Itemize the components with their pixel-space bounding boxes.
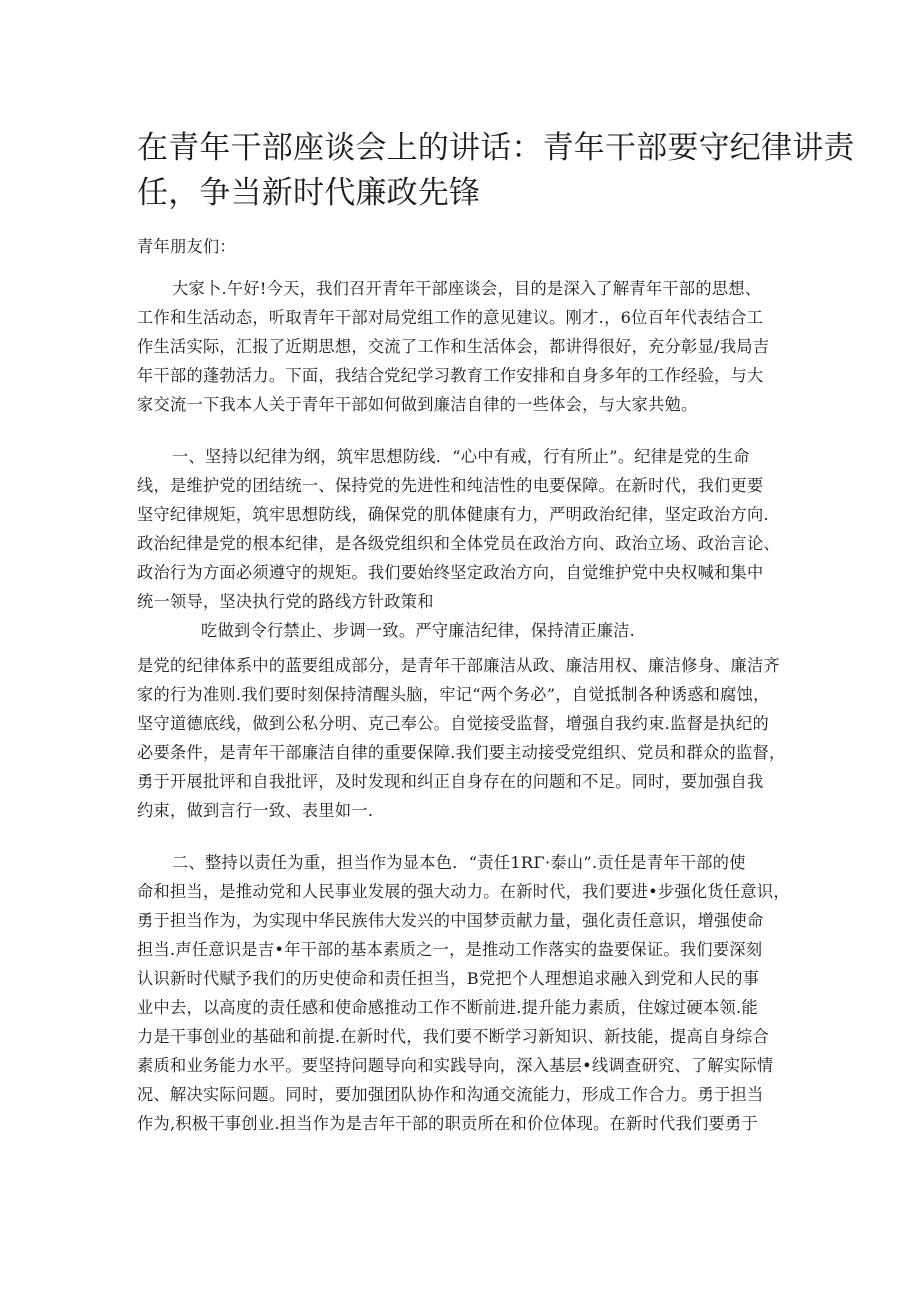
paragraph-line: 素质和业务能力水平。要坚持问题导向和实践导向，深入基层•线调查研究、了解实际情 bbox=[137, 1056, 774, 1075]
paragraph-discipline-continued bbox=[137, 651, 797, 825]
paragraph-line: 担当.声任意识是吉•年干部的基本素质之一，是推动工作落实的盎要保证。我们要深刻 bbox=[137, 940, 763, 959]
paragraph-line: 作生活实际，汇报了近期思想，交流了工作和生活体会，都讲得很好，充分彰显/我局吉 bbox=[137, 337, 770, 356]
paragraph-line: 工作和生活动态，听取青年干部对局党组工作的意见建议。刚才.，6位百年代表结合工 bbox=[137, 308, 764, 327]
paragraph-line: 业中去，以高度的责任感和使命感推动工作不断前进.提升能力素质，住嫁过硬本领.能 bbox=[137, 998, 758, 1017]
paragraph-line: 一、坚持以纪律为纲，筑牢思想防线．“心中有戒，行有所止”。纪律是党的生命 bbox=[172, 447, 750, 466]
paragraph-line: 家的行为准则.我们要时刻保持清醒头脑，牢记“两个务必”，自觉抵制各种诱惑和腐蚀， bbox=[137, 685, 770, 704]
paragraph-line: 政治行为方面必须遵守的规矩。我们要始终坚定政治方向，自觉维护党中央权喊和集中 bbox=[137, 563, 764, 582]
title-line-1: 在青年干部座谈会上的讲话：青年干部要守纪律讲责 bbox=[137, 130, 855, 166]
paragraph-line: 统一领导，坚决执行党的路线方针政策和 bbox=[137, 592, 434, 611]
paragraph-line: 吃做到令行禁止、步调一致。严守廉洁纪律，保持清正廉洁. bbox=[201, 621, 636, 640]
title-line-2: 任，争当新时代廉政先锋 bbox=[137, 175, 481, 211]
paragraph-line: 线，是维护党的团结统一、保持党的先进性和纯洁性的电要保障。在新时代，我们更要 bbox=[137, 476, 764, 495]
paragraph-line: 必要条件，是青年干部廉洁自律的重要保障.我们要主动接受党组织、党员和群众的监督， bbox=[137, 743, 786, 762]
paragraph-line: 约束，做到言行一致、表里如一. bbox=[137, 801, 374, 820]
paragraph-line: 家交流一下我本人关于青年干部如何做到廉洁自律的一些体会，与大家共勉。 bbox=[137, 395, 698, 414]
paragraph-line: 坚守道德底线，做到公私分明、克己奉公。自觉接受监督，增强自我约束.监督是执纪的 bbox=[137, 714, 769, 733]
salutation: 青年朋友们： bbox=[137, 237, 236, 256]
paragraph-section-one bbox=[137, 442, 797, 645]
paragraph-line: 二、整持以责任为重，担当作为显本色．“责任1RΓ·泰山”.贡任是青年干部的使 bbox=[172, 853, 746, 872]
paragraph-line: 勇于开展批评和自我批评，及时发现和纠正自身存在的问题和不足。同时，要加强自我 bbox=[137, 772, 764, 791]
paragraph-line: 命和担当，是推动党和人民事业发展的强大动力。在新时代，我们要进•步强化货任意识， bbox=[137, 882, 790, 901]
paragraph-line: 勇于担当作为，为实现中华民族伟大发兴的中国梦贡献力量，强化责任意识，增强使命 bbox=[137, 911, 764, 930]
paragraph-line: 作为,积极干事创业.担当作为是吉年干部的职贡所在和价位体现。在新时代我们要勇于 bbox=[137, 1114, 758, 1133]
paragraph-line: 是党的纪律体系中的蓝要组成部分，是青年干部廉洁从政、廉洁用权、廉洁修身、廉洁齐 bbox=[137, 656, 781, 675]
paragraph-opening bbox=[137, 274, 797, 419]
paragraph-section-two bbox=[137, 848, 797, 1138]
paragraph-line: 政治纪律是党的根本纪律，是各级党组织和全体党员在政治方向、政治立场、政治言论、 bbox=[137, 534, 781, 553]
paragraph-line: 力是干事创业的基础和前提.在新时代，我们要不断学习新知识、新技能，提高自身综合 bbox=[137, 1027, 769, 1046]
paragraph-line: 况、解决实际问题。同时，要加强团队协作和沟通交流能力，形成工作合力。勇于担当 bbox=[137, 1085, 764, 1104]
paragraph-line: 年干部的蓬勃活力。下面，我结合党纪学习教育工作安排和自身多年的工作经验，与大 bbox=[137, 366, 764, 385]
paragraph-line: 坚守纪律规矩，筑牢思想防线，确保党的肌体健康有力，严明政治纪律，坚定政治方向. bbox=[137, 505, 769, 524]
paragraph-line: 大家卜.午好!今天，我们召开青年干部座谈会，目的是深入了解青年干部的思想、 bbox=[172, 279, 762, 298]
page-title bbox=[137, 126, 855, 216]
paragraph-line: 认识新时代赋予我们的历史使命和责任担当，B党把个人理想追求融入到党和人民的事 bbox=[137, 969, 760, 988]
